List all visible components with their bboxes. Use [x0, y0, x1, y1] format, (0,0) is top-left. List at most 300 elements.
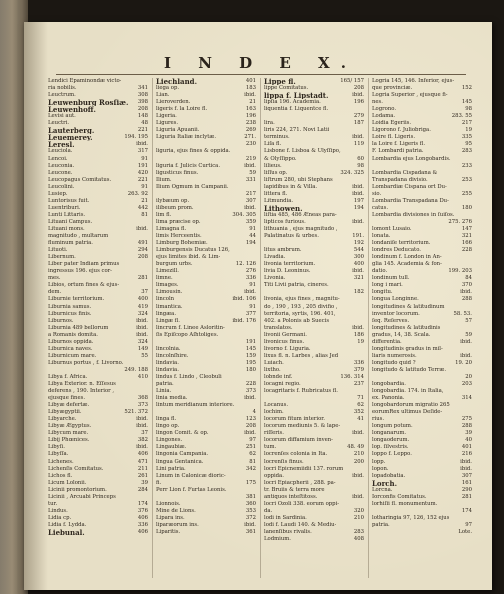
entry-page-ref — [362, 388, 364, 395]
index-entry — [372, 346, 472, 353]
index-entry — [156, 451, 256, 458]
index-entry — [48, 177, 148, 184]
entry-term: Limezill. — [156, 268, 179, 275]
index-entry — [264, 325, 364, 332]
index-entry — [372, 430, 472, 437]
index-entry — [264, 466, 364, 473]
index-entry — [48, 254, 148, 261]
entry-term: burgum urbs. — [156, 261, 193, 268]
entry-term: Lorch. — [372, 479, 398, 487]
entry-term: Lendici Epaminondæ victo- — [48, 78, 122, 84]
index-entry — [48, 184, 148, 191]
entry-term: sio. — [372, 190, 382, 197]
entry-page-ref: 275 — [461, 416, 472, 423]
entry-term: Livadia. — [264, 254, 286, 261]
entry-page-ref — [470, 170, 472, 177]
entry-page-ref: 401 — [461, 444, 472, 451]
entry-term: lodi f. Laudi 140. & Mediu- — [264, 521, 337, 528]
entry-page-ref: 381 — [245, 493, 256, 500]
index-entry — [372, 353, 472, 360]
entry-page-ref: 98 — [465, 106, 472, 113]
entry-term: Lindus. — [48, 507, 68, 514]
entry-page-ref: 238 — [245, 120, 256, 127]
index-entry — [372, 360, 472, 367]
entry-term: lopadobatia. — [372, 472, 406, 479]
index-entry — [264, 416, 364, 423]
entry-term: ilybæum op. — [156, 197, 190, 204]
index-entry — [156, 501, 256, 508]
entry-term: Libyæ Ægyptus. — [48, 423, 92, 430]
index-entry — [48, 409, 148, 416]
index-entry — [48, 402, 148, 409]
entry-term: Lionnois. — [156, 500, 181, 507]
index-entry — [156, 141, 256, 148]
entry-page-ref: 57 — [465, 317, 472, 324]
index-entry — [372, 416, 472, 423]
entry-page-ref: 165/ 157 — [340, 78, 364, 84]
entry-page-ref: 163 — [245, 106, 256, 113]
entry-term: limis Herceentis. — [156, 233, 202, 240]
index-entry — [156, 240, 256, 247]
entry-term: nes. — [372, 99, 383, 106]
entry-term: Lituoti. — [48, 247, 68, 254]
entry-term: Libios, ortum fines & ejus- — [48, 282, 120, 289]
entry-page-ref: 406 — [137, 514, 148, 521]
index-entry — [48, 444, 148, 451]
entry-page-ref: 401 — [245, 78, 256, 84]
entry-term: Lichenes. — [48, 458, 74, 465]
entry-term: locorum fitum interior. — [264, 416, 325, 423]
entry-page-ref — [254, 402, 256, 409]
entry-term: Transpadana divisio. — [372, 176, 428, 183]
entry-page-ref: 19 — [357, 338, 364, 345]
entry-page-ref: ibid. — [352, 92, 364, 99]
index-entry — [156, 134, 256, 141]
index-entry — [48, 451, 148, 458]
entry-page-ref: 342 — [245, 465, 256, 472]
index-entry — [156, 120, 256, 127]
index-entry — [372, 233, 472, 240]
entry-term: Liburnia 489 bellorum — [48, 324, 109, 331]
index-entry — [156, 99, 256, 106]
entry-page-ref: 221 — [137, 176, 148, 183]
entry-page-ref: 368 — [137, 395, 148, 402]
index-entry — [48, 233, 148, 240]
entry-page-ref — [470, 402, 472, 409]
entry-page-ref: 521. 372 — [124, 409, 148, 416]
entry-term: mes. — [48, 275, 61, 282]
entry-page-ref — [362, 480, 364, 487]
index-entry — [48, 148, 148, 155]
index-entry — [264, 536, 364, 543]
entry-term: Lombardia Cispadana & — [372, 169, 438, 176]
entry-page-ref — [470, 346, 472, 353]
entry-term: locagni regio. — [264, 381, 301, 388]
entry-page-ref: 37 — [141, 430, 148, 437]
entry-term: lixtho. — [264, 366, 281, 373]
index-entry — [372, 508, 472, 515]
index-entry — [48, 311, 148, 318]
index-entry — [48, 240, 148, 247]
entry-term: Leuctri. — [48, 120, 70, 127]
index-entry — [48, 339, 148, 346]
index-entry — [372, 184, 472, 191]
entry-page-ref — [470, 501, 472, 508]
index-entry — [372, 473, 472, 480]
page-title: I N D E X. — [164, 54, 357, 72]
entry-page-ref — [362, 318, 364, 325]
index-entry — [156, 339, 256, 346]
entry-page-ref: 180 — [461, 204, 472, 211]
index-entry — [48, 473, 148, 480]
index-entry — [372, 261, 472, 268]
entry-term: ex. Panonia. — [372, 395, 405, 402]
entry-page-ref: 398 — [137, 99, 148, 106]
index-entry — [156, 127, 256, 134]
entry-term: lindus f. Lindo , Cleobuli — [156, 373, 222, 380]
entry-page-ref: 382 — [137, 437, 148, 444]
entry-term: lincolnſhire. — [156, 352, 189, 359]
entry-term: locorum diffamium inven- — [264, 437, 333, 444]
entry-term: lindavia. — [156, 359, 179, 366]
entry-page-ref: 183 — [245, 85, 256, 92]
entry-term: longitudinis gradus in mil- — [372, 345, 443, 352]
entry-term: Liburnicum mare. — [48, 352, 97, 359]
index-entry — [156, 148, 256, 155]
index-entry — [372, 240, 472, 247]
index-entry — [372, 247, 472, 254]
index-entry — [48, 205, 148, 212]
index-entry — [48, 423, 148, 430]
index-entry — [48, 282, 148, 289]
entry-term: liega op. — [156, 85, 180, 92]
entry-page-ref — [362, 522, 364, 529]
entry-term: Lichenſis Comitatus. — [48, 465, 104, 472]
entry-term: liaris numerosis. — [372, 352, 417, 359]
index-entry — [372, 437, 472, 444]
entry-term: Ilium Ogmum in Campanii. — [156, 183, 229, 190]
entry-term: Leuctrum. — [48, 92, 76, 99]
entry-page-ref: 419 — [137, 303, 148, 310]
index-entry — [372, 332, 472, 339]
index-entry — [48, 480, 148, 487]
index-entry — [264, 78, 364, 85]
entry-term: lixus fl. n. Larbes , alias Jed — [264, 352, 339, 359]
index-entry — [372, 198, 472, 205]
index-entry — [372, 381, 472, 388]
entry-page-ref: 44 — [249, 233, 256, 240]
index-entry — [156, 106, 256, 113]
entry-term: longitudo & latitudo Terræ. — [372, 366, 447, 373]
entry-page-ref: 308 — [137, 92, 148, 99]
entry-term: rius. — [372, 416, 385, 423]
entry-page-ref: 230 — [245, 141, 256, 148]
entry-term: litus ambrum. — [264, 247, 302, 254]
entry-term: lingon Comit. & op. — [156, 430, 209, 437]
index-entry — [48, 459, 148, 466]
entry-term: Limagna fl. — [156, 225, 187, 232]
entry-page-ref — [362, 127, 364, 134]
index-entry — [156, 430, 256, 437]
index-entry — [156, 212, 256, 219]
entry-term: Luentriburi. — [48, 204, 81, 211]
index-entry — [264, 177, 364, 184]
entry-term: livorno f. Liguria. — [264, 345, 311, 352]
entry-page-ref: 149 — [137, 345, 148, 352]
entry-term: liſtia 485, 486 Æneas para- — [264, 211, 337, 218]
entry-term: deferens , 190. Interior , — [48, 388, 115, 395]
index-entry — [372, 339, 472, 346]
index-entry — [156, 487, 256, 494]
entry-term: Lituani mons. — [48, 225, 85, 232]
index-entry — [48, 466, 148, 473]
entry-page-ref: 91 — [141, 183, 148, 190]
index-entry — [372, 282, 472, 289]
index-entry — [372, 318, 472, 325]
entry-page-ref: 283 — [353, 529, 364, 535]
entry-term: linia media. — [156, 395, 188, 402]
index-entry — [156, 233, 256, 240]
index-entry — [48, 120, 148, 127]
index-entry — [264, 522, 364, 529]
index-entry — [372, 177, 472, 184]
entry-term: Lituani Campus. — [48, 218, 93, 225]
entry-term: Liſa fl. — [264, 141, 282, 148]
entry-page-ref: 148 — [137, 113, 148, 120]
entry-page-ref: 62 — [357, 402, 364, 409]
index-entry — [264, 261, 364, 268]
entry-term: limantica. — [156, 303, 183, 310]
entry-term: Libyæ defertæ. — [48, 402, 90, 409]
entry-page-ref: 281 — [137, 275, 148, 282]
entry-page-ref: ibid. — [244, 289, 256, 296]
entry-page-ref: 359 — [245, 218, 256, 225]
entry-page-ref — [146, 381, 148, 388]
index-entry — [372, 423, 472, 430]
entry-term: lipticos furious. — [264, 218, 306, 225]
entry-page-ref: ibid. — [136, 423, 148, 430]
entry-term: Ligorono f. Juliobriga. — [372, 127, 431, 134]
entry-page-ref: 217 — [461, 120, 472, 127]
entry-page-ref: 410 — [137, 373, 148, 380]
entry-term: Locanus. — [264, 402, 289, 409]
entry-term: Lombardia divisiones in ſuiſos. — [372, 211, 455, 218]
entry-term: dem. — [48, 289, 62, 296]
entry-page-ref: 372 — [245, 514, 256, 521]
entry-term: datio. — [372, 268, 388, 275]
index-entry — [48, 529, 148, 536]
entry-page-ref: 288 — [461, 296, 472, 303]
entry-term: Levisi aut. — [48, 113, 76, 120]
entry-page-ref: ibid. — [244, 92, 256, 99]
entry-term: lincolnia. — [156, 345, 181, 352]
entry-page-ref — [362, 106, 364, 113]
entry-page-ref — [362, 177, 364, 184]
entry-term: inventor locorum. — [372, 310, 420, 317]
entry-term: Linia. — [156, 388, 172, 395]
entry-page-ref — [146, 261, 148, 268]
index-entry — [156, 508, 256, 515]
index-entry — [156, 205, 256, 212]
index-entry — [48, 430, 148, 437]
index-entry — [264, 275, 364, 282]
entry-page-ref: 55 — [141, 352, 148, 359]
entry-page-ref: ibid. — [136, 225, 148, 232]
entry-page-ref: 147 — [461, 225, 472, 232]
entry-term: Licum Lolonii. — [48, 479, 87, 486]
entry-page-ref: ibid. — [352, 324, 364, 331]
index-entry — [48, 304, 148, 311]
entry-term: Libyægyptii. — [48, 409, 82, 416]
entry-term: Linum in Calonicæ dioric- — [156, 472, 226, 479]
entry-term: longobardia. 174. in Italia, — [372, 388, 444, 395]
entry-term: lindavia. — [156, 366, 179, 373]
index-entry — [264, 459, 364, 466]
index-entry — [264, 254, 364, 261]
entry-term: tr. Bruiis & terra more — [264, 486, 325, 493]
entry-term: lapidibus in & Villa. — [264, 183, 318, 190]
index-entry — [264, 156, 364, 163]
entry-page-ref: 321 — [461, 233, 472, 240]
entry-page-ref: 379 — [353, 366, 364, 373]
entry-term: lincoln — [156, 296, 175, 303]
entry-term: Lingæ fl. — [156, 317, 180, 324]
entry-term: ria nobilis. — [48, 85, 77, 92]
entry-term: ligeris f. la Loire fl. — [156, 106, 208, 113]
entry-term: Lithowen. — [264, 204, 303, 212]
index-entry — [372, 254, 472, 261]
entry-term: Libya f. Africa. — [48, 373, 88, 380]
entry-term: antiquos inteſtitoss. — [264, 493, 318, 500]
entry-term: ejusque fines. — [48, 395, 86, 402]
entry-term: do , 190 , 193 , 205 divifio , — [264, 303, 338, 310]
entry-term: lingæa. — [156, 310, 177, 317]
entry-term: lippe Comitatus. — [264, 85, 309, 92]
entry-page-ref — [470, 184, 472, 191]
entry-page-ref — [470, 198, 472, 205]
entry-page-ref: 91 — [249, 225, 256, 232]
index-entry — [48, 134, 148, 141]
entry-term: Leresl. — [48, 141, 75, 149]
entry-term: lomont Lusaio. — [372, 225, 412, 232]
entry-page-ref: 237 — [353, 381, 364, 388]
entry-term: ingressus 196. ejus cor- — [48, 268, 112, 275]
entry-term: lira. — [264, 120, 275, 127]
index-entry — [48, 99, 148, 106]
entry-term: Logria 145, 146. Inferior, ejus- — [372, 78, 455, 84]
entry-term: liſſus op. — [264, 169, 288, 176]
index-entry — [372, 304, 472, 311]
index-entry — [264, 508, 364, 515]
index-entry — [156, 254, 256, 261]
entry-page-ref: 192 — [353, 240, 364, 247]
entry-page-ref: 442 — [137, 204, 148, 211]
entry-term: Libya Exterior. n. Eſſesus — [48, 381, 116, 388]
entry-page-ref — [470, 92, 472, 99]
entry-term: lingua Gentanica. — [156, 458, 204, 465]
index-entry — [264, 473, 364, 480]
entry-term: londinum tull. — [372, 275, 410, 282]
index-entry — [48, 332, 148, 339]
entry-term: Livonia. — [264, 275, 286, 282]
index-entry — [156, 247, 256, 254]
index-entry — [48, 85, 148, 92]
index-entry — [48, 198, 148, 205]
entry-term: longobardia. — [372, 381, 406, 388]
entry-term: lochim. — [264, 409, 284, 416]
entry-page-ref — [362, 501, 364, 508]
index-entry — [264, 381, 364, 388]
entry-term: terminus. — [264, 134, 290, 141]
entry-page-ref: 203 — [461, 381, 472, 388]
entry-term: Ilium. — [156, 176, 172, 183]
entry-page-ref — [254, 254, 256, 261]
index-entry — [264, 451, 364, 458]
entry-page-ref: 180 — [245, 366, 256, 373]
index-entry — [156, 480, 256, 487]
entry-page-ref: 174 — [137, 500, 148, 507]
index-entry — [264, 233, 364, 240]
entry-page-ref: 341 — [137, 85, 148, 92]
index-entry — [264, 219, 364, 226]
entry-page-ref: 58. 53. — [453, 310, 472, 317]
entry-term: Palatinatus & urbes. — [264, 233, 319, 240]
entry-page-ref: 187 — [353, 120, 364, 127]
index-entry — [372, 205, 472, 212]
entry-term: Logria Superior , ejusque fi- — [372, 92, 448, 99]
index-entry — [372, 409, 472, 416]
entry-term: longitudines & latitudinum — [372, 303, 445, 310]
index-entry — [48, 381, 148, 388]
entry-term: Ligeria. — [156, 113, 177, 120]
entry-page-ref: 261 — [137, 472, 148, 479]
entry-term: Limousin. — [156, 289, 183, 296]
entry-page-ref: 269 — [245, 127, 256, 134]
entry-term: catus. — [372, 204, 389, 211]
entry-page-ref — [362, 346, 364, 353]
entry-page-ref: 283. 55 — [451, 113, 472, 120]
entry-page-ref — [362, 212, 364, 219]
entry-page-ref: 19. 20 — [455, 359, 472, 366]
index-entry — [48, 226, 148, 233]
entry-term: limages. — [156, 282, 179, 289]
entry-page-ref: 228 — [461, 247, 472, 254]
entry-page-ref — [470, 156, 472, 163]
entry-term: Liber pater Indiam primus — [48, 261, 120, 268]
entry-term: Limburgensis Ducatus 126, — [156, 247, 230, 254]
index-entry — [48, 212, 148, 219]
entry-page-ref — [362, 148, 364, 155]
entry-page-ref: ibid. — [460, 465, 472, 472]
entry-page-ref: ibid. — [460, 458, 472, 465]
index-entry — [48, 289, 148, 296]
index-entry — [372, 212, 472, 219]
index-entry — [372, 388, 472, 395]
entry-term: locri Epiacpherii , 288. pa- — [264, 479, 336, 486]
index-entry — [156, 85, 256, 92]
entry-term: Luntorisus fuit. — [48, 197, 90, 204]
entry-term: Libij Phœnices. — [48, 437, 90, 444]
entry-term: liparæorum ins. — [156, 521, 199, 528]
index-entry — [48, 325, 148, 332]
index-entry — [264, 92, 364, 99]
entry-term: locagritaris f. Rubricatus fl. — [264, 388, 338, 395]
entry-term: Leuemerey. — [48, 134, 93, 142]
index-entry — [264, 494, 364, 501]
index-entry — [48, 395, 148, 402]
index-column-2 — [156, 78, 256, 536]
entry-term: Liburnica naves. — [48, 345, 93, 352]
